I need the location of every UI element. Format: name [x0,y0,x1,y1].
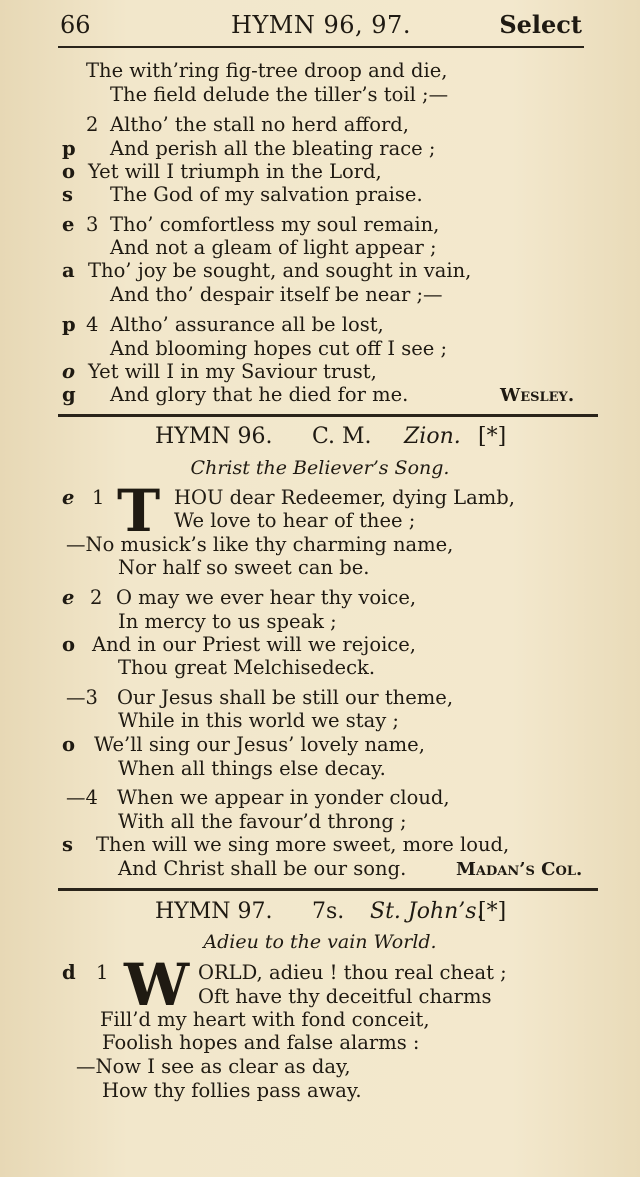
verse-line: —No musick’s like thy charming name, [66,533,454,556]
dynamic-mark: e [62,486,75,509]
hymn-subtitle: Adieu to the vain World. [203,931,437,953]
hymn-heading [0,422,640,452]
dynamic-mark: d [62,961,76,984]
tune-name: St. John’s. [370,899,484,924]
verse-line: —Now I see as clear as day, [76,1055,351,1078]
verse-line: o Yet will I in my Saviour trust, [62,360,377,383]
verse-line: The field delude the tiller’s toil ;— [110,83,449,106]
dynamic-mark: p [62,137,76,160]
dynamic-mark: o [62,160,76,183]
hymn-meter: 7s. [312,899,345,924]
running-title: HYMN 96, 97. [231,11,411,39]
dynamic-mark: o [62,633,76,656]
dynamic-mark: a [62,259,75,282]
hymn-marker: [*] [478,899,507,924]
verse-line: e 2 O may we ever hear thy voice, [62,586,417,609]
verse-number: 1 [96,961,109,984]
hymn-subtitle: Christ the Believer’s Song. [190,457,450,479]
running-header [60,6,582,44]
verse-line: p And perish all the bleating race ; [62,137,436,160]
verse-line: —4 When we appear in yonder cloud, [66,786,450,809]
verse-line: Nor half so sweet can be. [118,556,370,579]
verse-line: And tho’ despair itself be near ;— [110,283,443,306]
verse-line: And blooming hopes cut off I see ; [110,337,448,360]
author-attribution: Madan’s Col. [456,859,583,880]
verse-line: Fill’d my heart with fond conceit, [100,1008,430,1031]
hymn-heading [0,897,640,927]
verse-line: How thy follies pass away. [102,1079,362,1102]
hymn-number: HYMN 96. [155,424,273,449]
verse-line: p 4 Altho’ assurance all be lost, [62,313,384,336]
verse-line: We love to hear of thee ; [174,509,416,532]
verse-line: s The God of my salvation praise. [62,183,423,206]
verse-line: And not a gleam of light appear ; [110,236,437,259]
hymn-meter: C. M. [312,424,372,449]
verse-line: s Then will we sing more sweet, more loud, [62,833,510,856]
verse-line: 2 Altho’ the stall no herd afford, [86,113,409,136]
verse-number: —4 [66,786,98,809]
verse-line: e 1 HOU dear Redeemer, dying Lamb, [62,486,515,509]
dynamic-mark: e [62,586,75,609]
dynamic-mark: e [62,213,75,236]
drop-cap: T [117,477,161,545]
verse-number: 1 [92,486,105,509]
verse-line: Thou great Melchisedeck. [118,656,376,679]
verse-line: And Christ shall be our song. Madan’s Col. [118,857,583,880]
dynamic-mark: o [62,733,76,756]
verse-line: When all things else decay. [118,757,386,780]
verse-line: The with’ring fig-tree droop and die, [86,59,448,82]
verse-number: —3 [66,686,98,709]
verse-number: 3 [86,213,99,236]
verse-number: 2 [86,113,99,136]
author-attribution: Wesley. [500,385,575,406]
verse-line: g And glory that he died for me. Wesley. [62,383,575,406]
verse-line: e 3 Tho’ comfortless my soul remain, [62,213,440,236]
hymn-number: HYMN 97. [155,899,273,924]
verse-line: o Yet will I triumph in the Lord, [62,160,382,183]
dynamic-mark: p [62,313,76,336]
verse-line: o We’ll sing our Jesus’ lovely name, [62,733,425,756]
hymn-divider [58,888,598,891]
drop-cap: W [124,951,190,1019]
hymn-marker: [*] [478,424,507,449]
verse-line: d 1 ORLD, adieu ! thou real cheat ; [62,961,507,984]
dynamic-mark: s [62,183,73,206]
verse-number: 2 [90,586,103,609]
verse-line: Oft have thy deceitful charms [198,985,492,1008]
verse-line: a Tho’ joy be sought, and sought in vain, [62,259,472,282]
hymn-divider [58,414,598,417]
section-label: Select [499,10,582,39]
verse-line: —3 Our Jesus shall be still our theme, [66,686,454,709]
dynamic-mark: o [62,360,76,383]
verse-line: In mercy to us speak ; [118,610,337,633]
verse-line: o And in our Priest will we rejoice, [62,633,416,656]
verse-line: Foolish hopes and false alarms : [102,1031,420,1054]
dynamic-mark: g [62,383,76,406]
page-number: 66 [60,11,91,39]
verse-line: With all the favour’d throng ; [118,810,407,833]
verse-line: While in this world we stay ; [118,709,399,732]
header-rule [58,46,584,48]
dynamic-mark: s [62,833,73,856]
verse-number: 4 [86,313,99,336]
tune-name: Zion. [404,424,461,449]
